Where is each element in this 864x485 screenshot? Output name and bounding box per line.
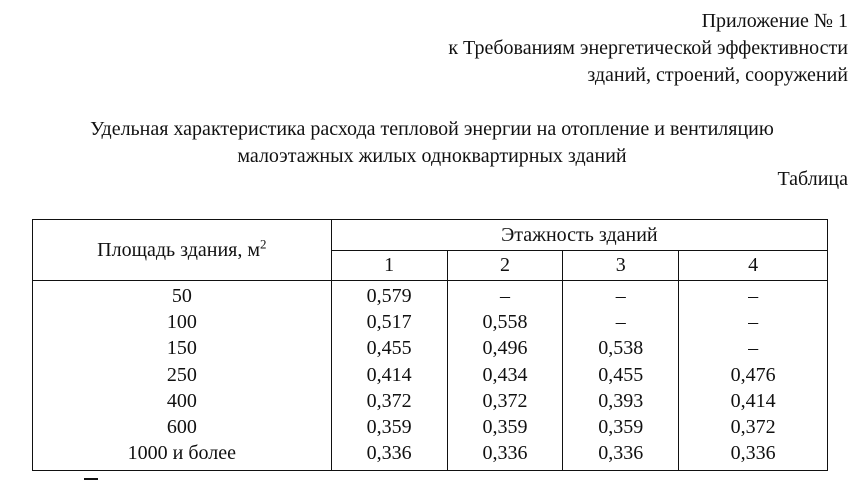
floor-header-4: 4 — [679, 250, 828, 281]
title-line-2: малоэтажных жилых одноквартирных зданий — [237, 145, 627, 167]
appendix-heading — [448, 8, 848, 89]
value-cell: 0,455 — [331, 335, 447, 361]
value-cell: – — [679, 335, 828, 361]
value-cell: 0,336 — [679, 440, 828, 471]
value-cell: 0,414 — [331, 362, 447, 388]
area-cell: 600 — [33, 414, 332, 440]
value-cell: 0,393 — [563, 388, 679, 414]
area-cell: 400 — [33, 388, 332, 414]
table-row — [33, 335, 828, 361]
value-cell: 0,496 — [447, 335, 563, 361]
value-cell: 0,538 — [563, 335, 679, 361]
value-cell: 0,359 — [331, 414, 447, 440]
value-cell: 0,579 — [331, 281, 447, 310]
floor-header-3: 3 — [563, 250, 679, 281]
value-cell: 0,372 — [679, 414, 828, 440]
area-header-text: Площадь здания, м — [97, 239, 261, 261]
value-cell: 0,455 — [563, 362, 679, 388]
table-row — [33, 414, 828, 440]
value-cell: 0,434 — [447, 362, 563, 388]
area-header-superscript: 2 — [260, 236, 267, 252]
document-title — [0, 116, 864, 170]
value-cell: 0,336 — [447, 440, 563, 471]
area-cell: 100 — [33, 309, 332, 335]
area-cell: 150 — [33, 335, 332, 361]
value-cell: – — [679, 309, 828, 335]
value-cell: – — [679, 281, 828, 310]
value-cell: 0,414 — [679, 388, 828, 414]
value-cell: 0,359 — [447, 414, 563, 440]
value-cell: 0,558 — [447, 309, 563, 335]
value-cell: 0,336 — [563, 440, 679, 471]
area-cell: 50 — [33, 281, 332, 310]
value-cell: – — [447, 281, 563, 310]
area-cell: 1000 и более — [33, 440, 332, 471]
value-cell: 0,476 — [679, 362, 828, 388]
table-row — [33, 440, 828, 471]
cut-off-text-fragment — [84, 478, 98, 480]
appendix-reference-cont: зданий, строений, сооружений — [587, 64, 848, 86]
floors-column-header: Этажность зданий — [331, 220, 827, 251]
value-cell: – — [563, 309, 679, 335]
title-line-1: Удельная характеристика расхода тепловой энергии на отопление и вентиляцию — [90, 118, 774, 140]
table-row — [33, 281, 828, 310]
value-cell: 0,517 — [331, 309, 447, 335]
value-cell: – — [563, 281, 679, 310]
value-cell: 0,372 — [331, 388, 447, 414]
value-cell: 0,336 — [331, 440, 447, 471]
heat-consumption-table — [32, 219, 828, 471]
floor-header-1: 1 — [331, 250, 447, 281]
value-cell: 0,359 — [563, 414, 679, 440]
table-label: Таблица — [777, 168, 848, 190]
table-row — [33, 388, 828, 414]
area-cell: 250 — [33, 362, 332, 388]
appendix-reference: к Требованиям энергетической эффективности — [448, 37, 848, 59]
value-cell: 0,372 — [447, 388, 563, 414]
appendix-number: Приложение № 1 — [701, 10, 848, 32]
table-row — [33, 309, 828, 335]
floor-header-2: 2 — [447, 250, 563, 281]
table-row — [33, 362, 828, 388]
area-column-header — [33, 220, 332, 281]
